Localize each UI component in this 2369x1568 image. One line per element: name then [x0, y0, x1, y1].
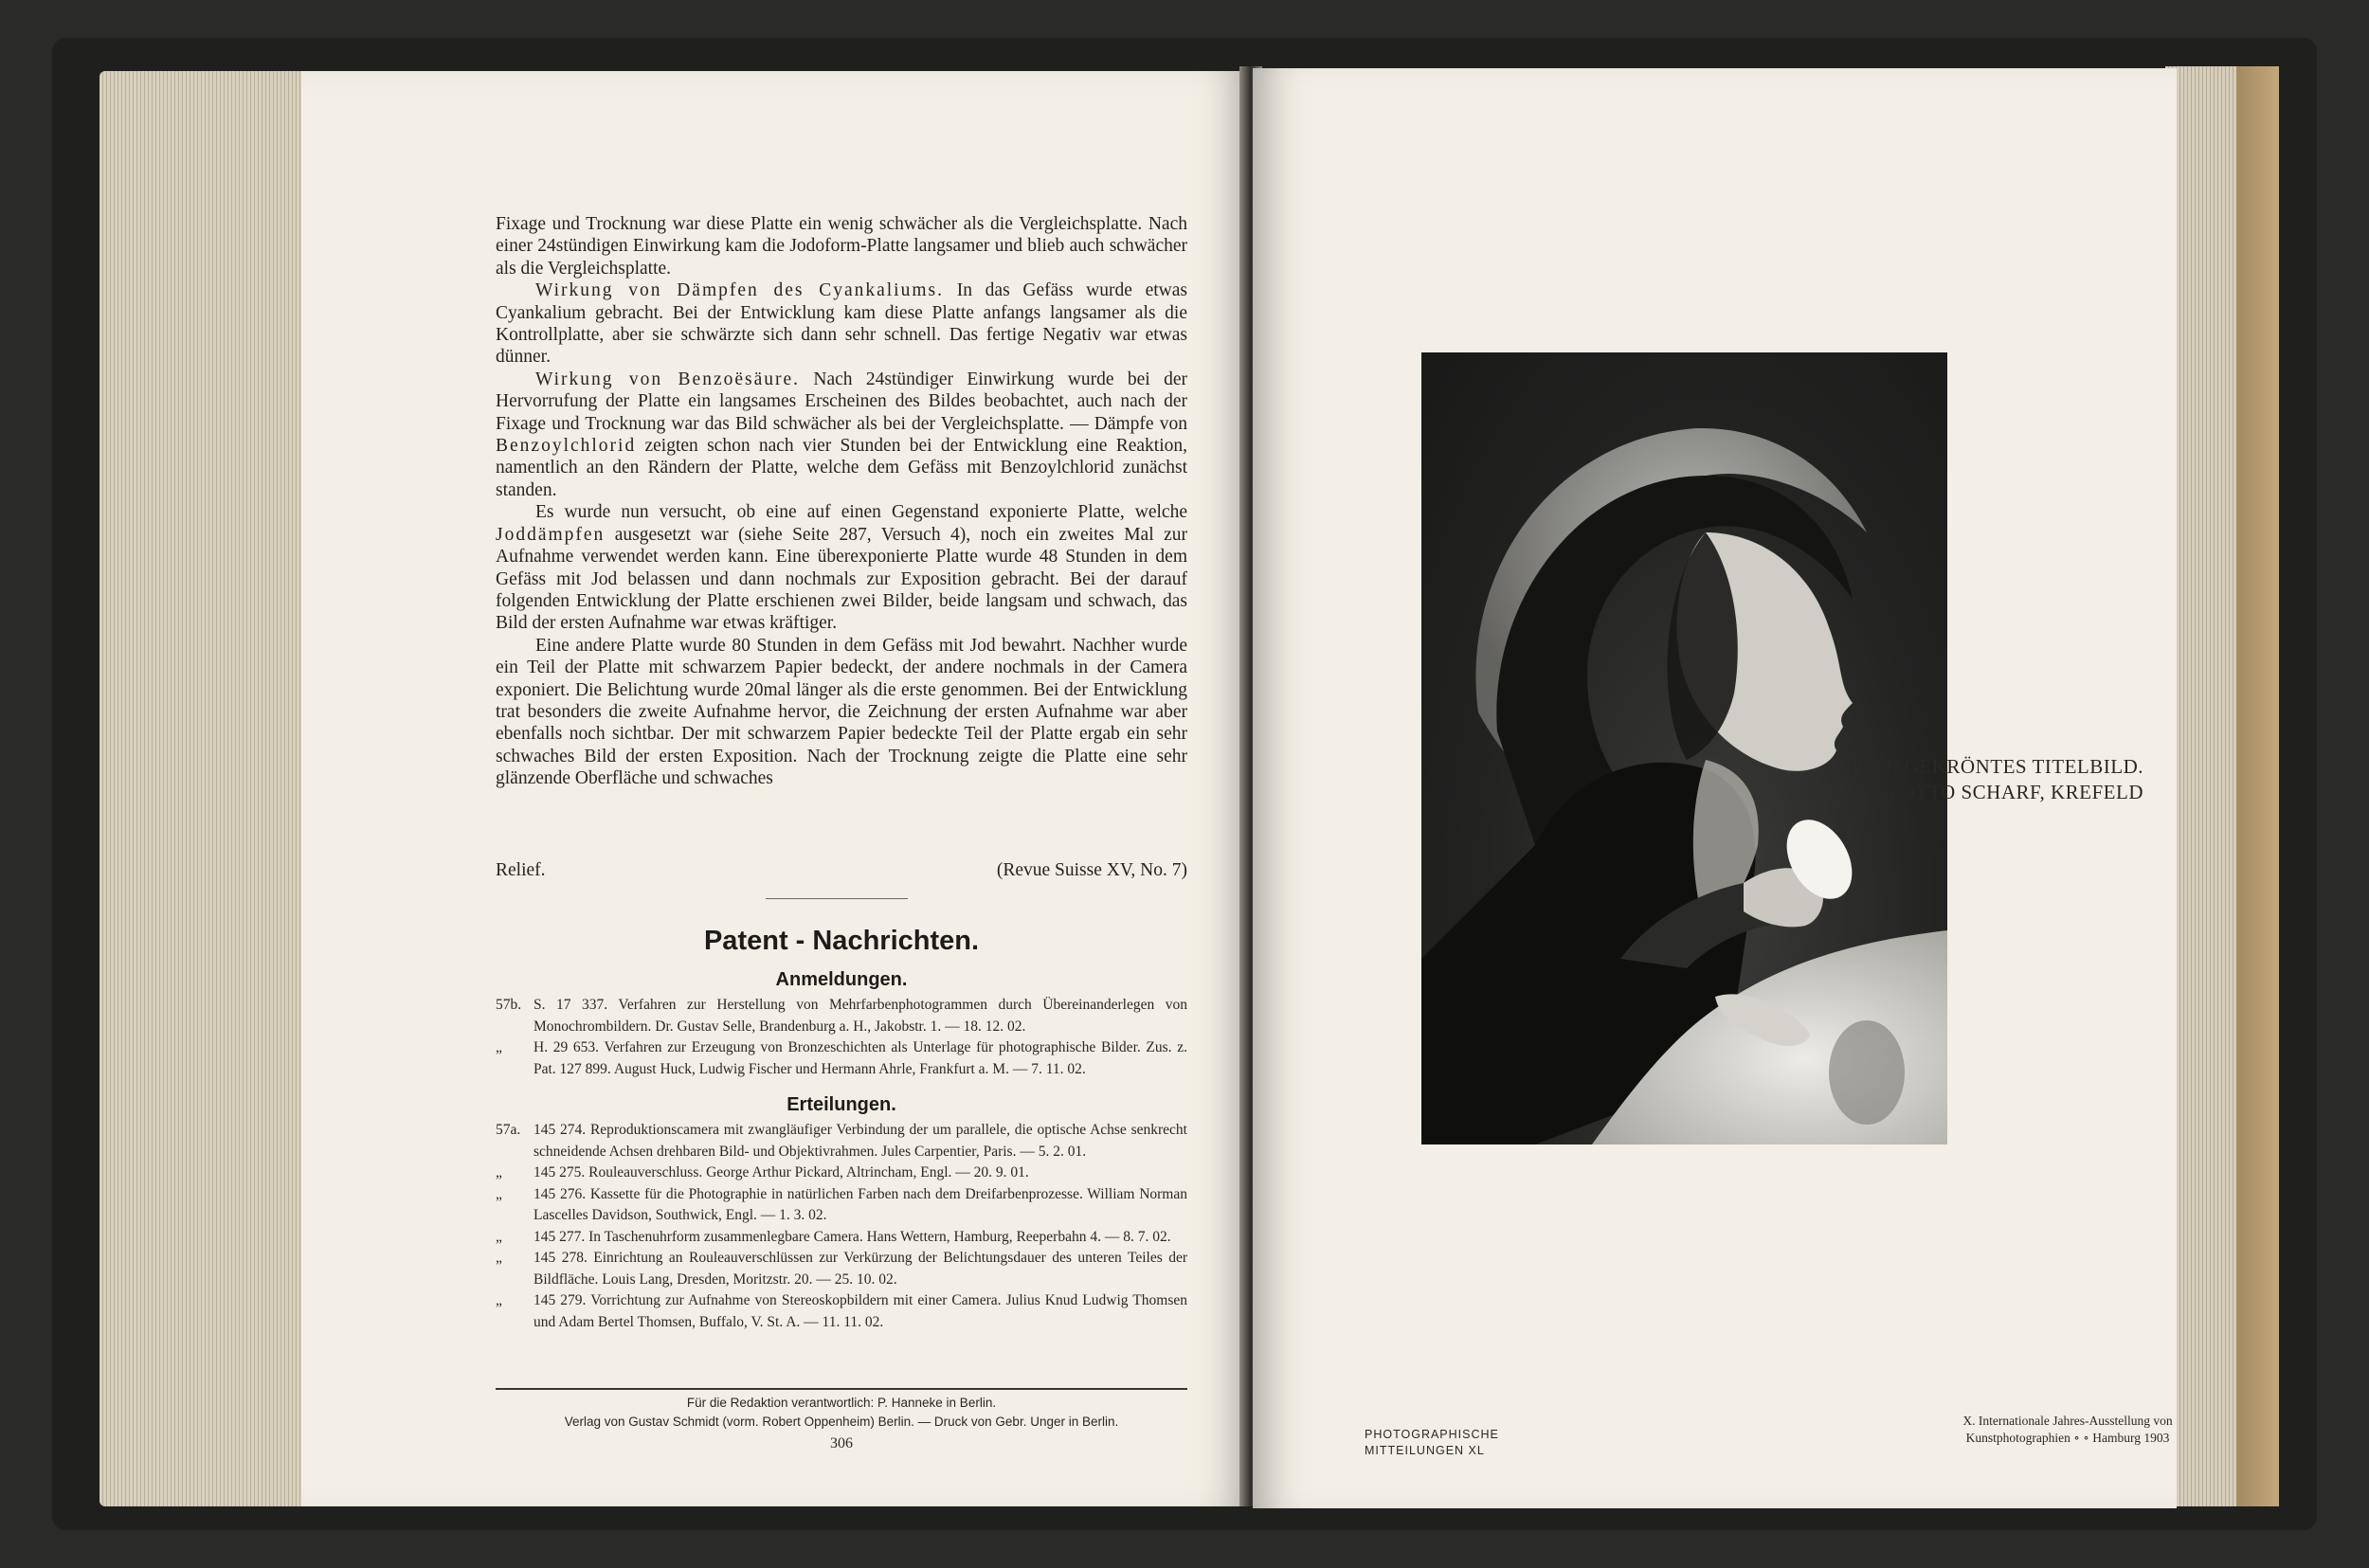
patent-entry	[496, 1037, 1187, 1080]
anmeldungen-list	[496, 995, 1187, 1080]
journal-name-line-2: MITTEILUNGEN XL	[1365, 1444, 1485, 1457]
patent-text: 145 274. Reproduktionscamera mit zwangläufiger Verbindung der um parallele, die optische Achse senkrecht schneidende Achsen drehbaren Bild- und Objektivrahmen. Jules Carpentier, Paris. — 5. 2. 01.	[533, 1122, 1187, 1160]
patent-entry	[496, 1120, 1187, 1162]
exhibition-line-2: Kunstphotographien ∘ ∘ Hamburg 1903	[1965, 1431, 2170, 1445]
article-last-line	[496, 859, 1187, 881]
patent-entry	[496, 1162, 1187, 1184]
patent-text: 145 276. Kassette für die Photographie in natürlichen Farben nach dem Dreifarbenprozesse. William Norman Lascelles Davidson, Southwick, Engl. — 1. 3. 02.	[533, 1185, 1187, 1223]
patent-text: H. 29 653. Verfahren zur Erzeugung von Bronzeschichten als Unterlage für photographische Bilder. Zus. z. Pat. 127 899. August Huck, Ludwig Fischer und Hermann Ahrle, Frankfurt a. M. — 7. 11. 02.	[533, 1039, 1187, 1077]
erteilungen-list	[496, 1120, 1187, 1333]
patent-text: 145 279. Vorrichtung zur Aufnahme von Stereoskopbildern mit einer Camera. Julius Knud Ludwig Thomsen und Adam Bertel Thomsen, Buffalo, V. St. A. — 11. 11. 02.	[533, 1292, 1187, 1330]
page-number: 306	[830, 1435, 853, 1451]
patent-entry	[496, 1184, 1187, 1227]
patent-entry	[496, 1248, 1187, 1290]
article-body	[496, 213, 1187, 790]
patent-class: „	[496, 1185, 502, 1202]
footer-rule	[496, 1388, 1187, 1390]
subsection-title-erteilungen: Erteilungen.	[787, 1094, 896, 1115]
patent-text: 145 278. Einrichtung an Rouleauverschlüssen zur Verkürzung der Belichtungsdauer des unteren Teiles der Bildfläche. Louis Lang, Dresden, Moritzstr. 20. — 25. 10. 02.	[533, 1250, 1187, 1288]
patent-class: 57b.	[496, 997, 522, 1013]
patent-entry	[496, 995, 1187, 1037]
patent-class: „	[496, 1250, 502, 1266]
spaced-term: Benzoylchlorid	[496, 436, 637, 457]
paragraph-text: Eine andere Platte wurde 80 Stunden in dem Gefäss mit Jod bewahrt. Nachher wurde ein Teil der Platte mit schwarzem Papier bedeckt, der andere nochmals in der Camera exponiert. Die Belichtung wurde 20mal länger als die erste genommen. Bei der Entwicklung trat besonders die zweite Aufnahme hervor, die Zeichnung der ersten Aufnahme war aber ebenfalls noch sichtbar. Der mit schwarzem Papier bedeckte Teil der Platte ergab ein sehr schwaches Bild der ersten Exposition. Nach der Trocknung zeigte die Platte eine sehr glänzende Oberfläche und schwaches	[496, 635, 1187, 789]
patent-class: „	[496, 1164, 502, 1181]
source-citation: (Revue Suisse XV, No. 7)	[996, 860, 1187, 880]
patent-entry	[496, 1290, 1187, 1333]
paragraph-text: zeigten schon nach vier Stunden bei der Entwicklung eine Reaktion, namentlich an den Rändern der Platte, welche dem Gefäss mit Benzoylchlorid zunächst standen.	[496, 436, 1187, 500]
patent-text: 145 275. Rouleauverschluss. George Arthur Pickard, Altrincham, Engl. — 20. 9. 01.	[533, 1164, 1029, 1181]
section-divider	[766, 898, 908, 899]
patent-text: 145 277. In Taschenuhrform zusammenlegbare Camera. Hans Wettern, Hamburg, Reeperbahn 4. — 8. 7. 02.	[533, 1228, 1171, 1245]
photo-caption-author: Von OTTO SCHARF, KREFELD	[1862, 781, 2143, 803]
patent-class: „	[496, 1228, 502, 1245]
paragraph-text: Nach 24stündiger Einwirkung wurde bei der Hervorrufung der Platte ein langsames Erscheinen des Bildes beobachtet, auch nach der Fixage und Trocknung war das Bild schwächer als bei der Vergleichsplatte. — Dämpfe von	[496, 369, 1187, 434]
article-paragraph	[496, 501, 1187, 634]
article-paragraph	[496, 213, 1187, 279]
photograph	[1421, 352, 1947, 1144]
footer-editor: Für die Redaktion verantwortlich: P. Hanneke in Berlin.	[686, 1396, 997, 1410]
patent-class: 57a.	[496, 1122, 521, 1138]
paragraph-text: In das Gefäss wurde etwas Cyankalium gebracht. Bei der Entwicklung kam diese Platte anfangs langsamer als die Kontrollplatte, aber sie schwärzte sich dann sehr schnell. Das fertige Negativ war etwas dünner.	[496, 280, 1187, 368]
footer-publisher: Verlag von Gustav Schmidt (vorm. Robert Oppenheim) Berlin. — Druck von Gebr. Unger in Berlin.	[564, 1415, 1119, 1429]
right-page	[1253, 68, 2177, 1508]
patent-class: „	[496, 1292, 502, 1308]
page-edges-left	[99, 71, 303, 1506]
ribbon-band	[2236, 66, 2279, 1506]
left-page	[301, 71, 1249, 1506]
spaced-term: Joddämpfen	[496, 524, 606, 545]
spaced-term: Wirkung von Dämpfen des Cyankaliums.	[535, 280, 944, 301]
exhibition-line-1: X. Internationale Jahres-Ausstellung von	[1962, 1414, 2173, 1428]
section-title: Patent - Nachrichten.	[703, 926, 980, 956]
article-paragraph	[496, 635, 1187, 790]
paragraph-text: Fixage und Trocknung war diese Platte ein wenig schwächer als die Vergleichsplatte. Nach einer 24stündigen Einwirkung kam die Jodoform-Platte langsamer und blieb auch schwächer als die Vergleichsplatte.	[496, 214, 1187, 279]
paragraph-text: Es wurde nun versucht, ob eine auf einen Gegenstand exponierte Platte, welche	[535, 502, 1187, 523]
patent-text: S. 17 337. Verfahren zur Herstellung von Mehrfarbenphotogrammen durch Übereinanderlegen von Monochrombildern. Dr. Gustav Selle, Brandenburg a. H., Jakobstr. 1. — 18. 12. 02.	[533, 997, 1187, 1035]
last-line-text: Relief.	[496, 860, 546, 880]
spaced-term: Wirkung von Benzoësäure.	[535, 369, 801, 389]
page-edges-right	[2165, 66, 2279, 1506]
article-paragraph	[496, 279, 1187, 369]
patent-entry	[496, 1227, 1187, 1249]
photo-caption-title: PREISGEKRÖNTES TITELBILD.	[1848, 755, 2143, 778]
paragraph-text: ausgesetzt war (siehe Seite 287, Versuch 4), noch ein zweites Mal zur Aufnahme verwendet werden kann. Eine überexponierte Platte wurde 48 Stunden in dem Gefäss mit Jod belassen und dann nochmals zur Exposition gebracht. Bei der darauf folgenden Entwicklung der Platte erschienen zwei Bilder, beide langsam und schwach, das Bild der ersten Aufnahme war etwas kräftiger.	[496, 524, 1187, 634]
journal-name-line-1: PHOTOGRAPHISCHE	[1365, 1428, 1499, 1441]
subsection-title-anmeldungen: Anmeldungen.	[775, 969, 908, 990]
photograph-image	[1421, 352, 1947, 1144]
patent-class: „	[496, 1039, 502, 1055]
article-paragraph	[496, 369, 1187, 501]
